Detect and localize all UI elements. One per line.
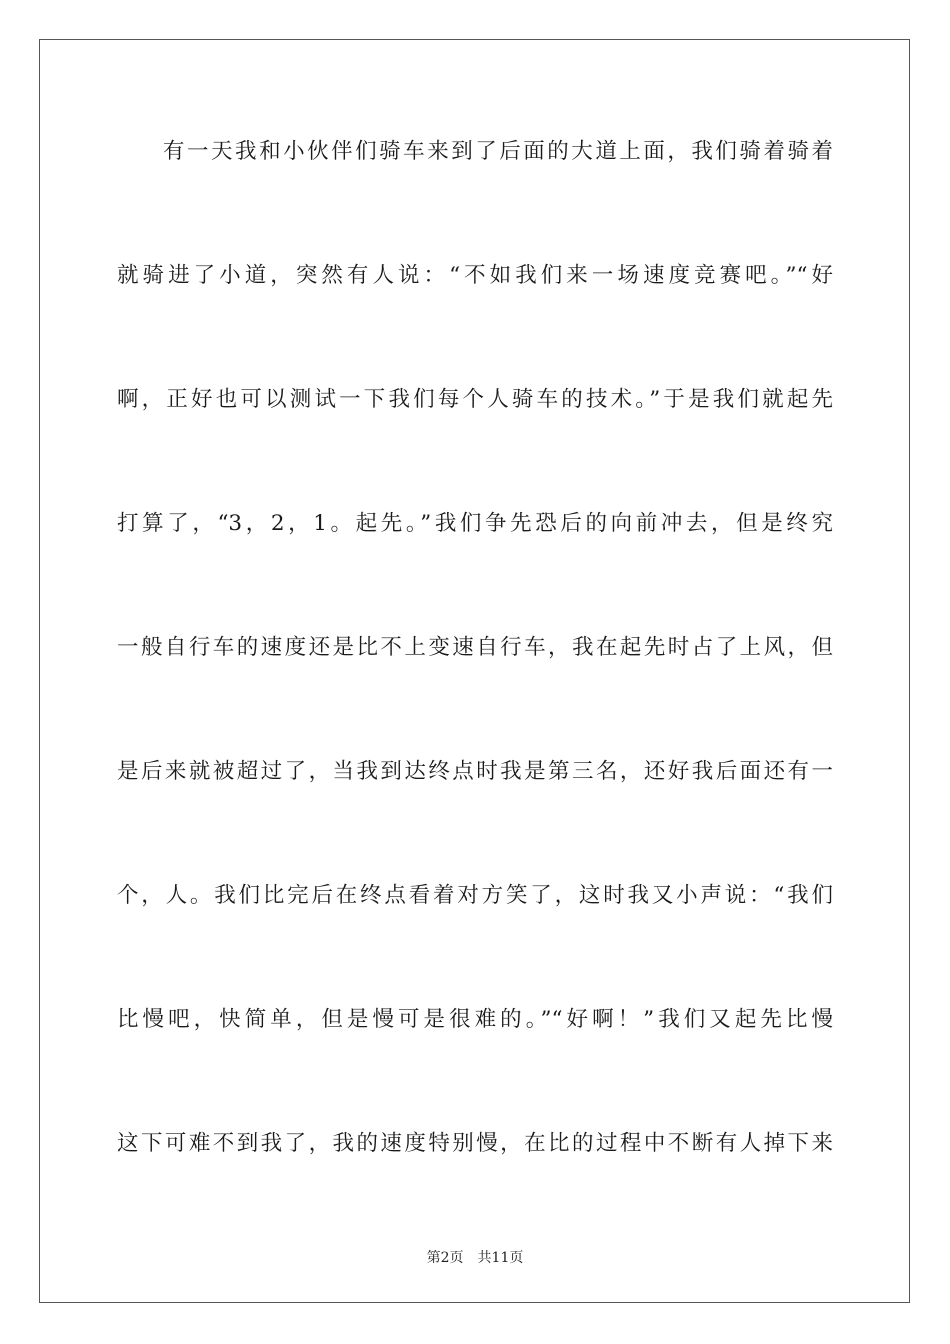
text-line: 是后来就被超过了，当我到达终点时我是第三名，还好我后面还有一 [117, 759, 833, 784]
text-line: 有一天我和小伙伴们骑车来到了后面的大道上面，我们骑着骑着 [163, 139, 833, 164]
text-line: 个，人。我们比完后在终点看着对方笑了，这时我又小声说：“我们 [117, 883, 833, 908]
text-line: 啊，正好也可以测试一下我们每个人骑车的技术。”于是我们就起先 [117, 387, 833, 412]
text-line: 比慢吧，快简单，但是慢可是很难的。”“好啊！”我们又起先比慢 [117, 1007, 833, 1032]
page-footer [0, 1247, 950, 1267]
text-line: 就骑进了小道，突然有人说：“不如我们来一场速度竞赛吧。”“好 [117, 263, 833, 288]
text-line: 打算了，“3，2，1。起先。”我们争先恐后的向前冲去，但是终究 [117, 511, 833, 536]
text-line: 这下可难不到我了，我的速度特别慢，在比的过程中不断有人掉下来 [117, 1131, 833, 1156]
body-paragraph [117, 127, 833, 1243]
page-number: 第2页 [426, 1250, 464, 1266]
text-line: 一般自行车的速度还是比不上变速自行车，我在起先时占了上风，但 [117, 635, 833, 660]
page-total: 共11页 [477, 1250, 524, 1266]
